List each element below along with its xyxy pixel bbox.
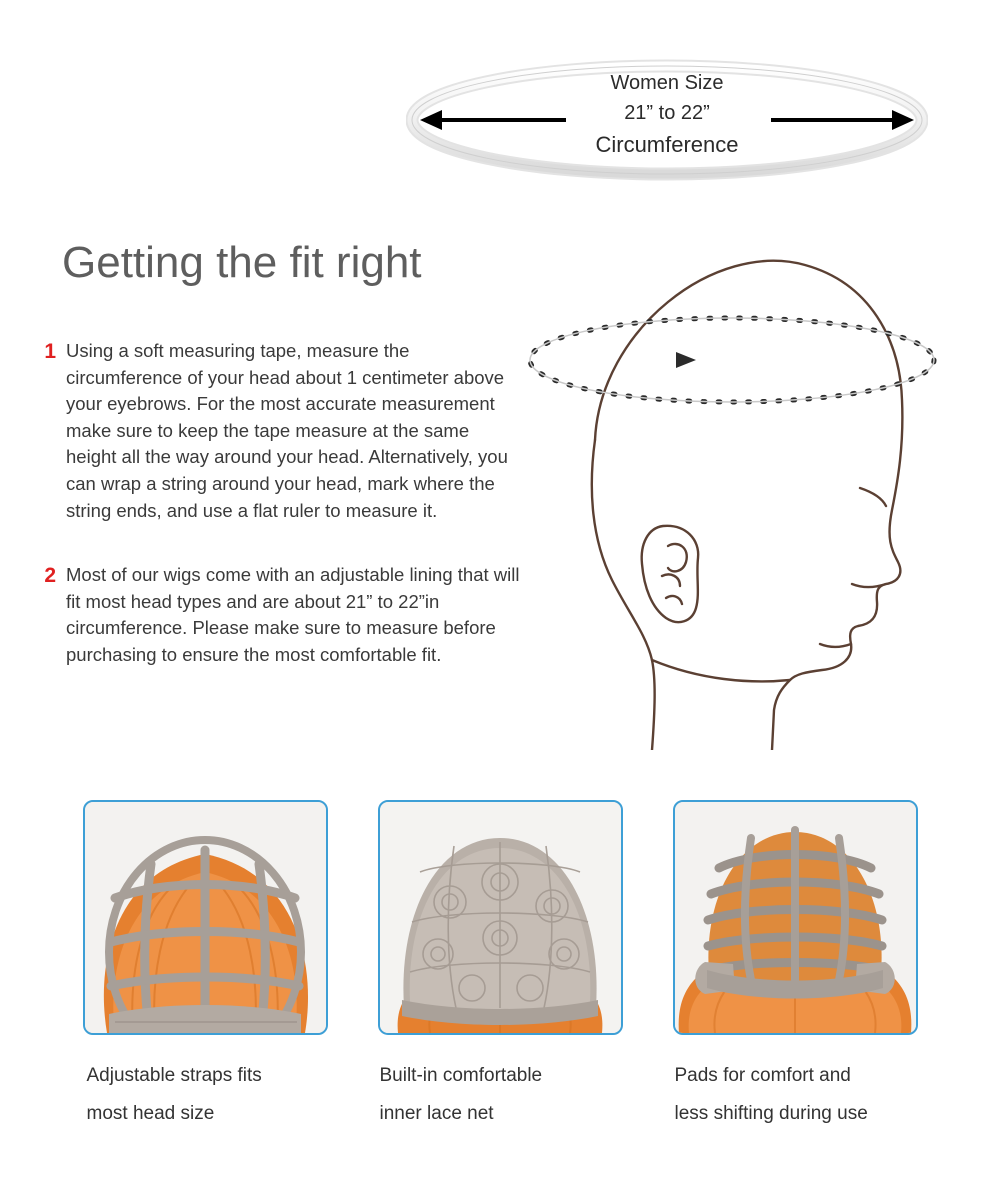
band-line-1: Women Size: [610, 72, 724, 94]
measurement-arrow: [676, 352, 696, 368]
feature-caption: [83, 1057, 328, 1133]
step-item: [30, 562, 520, 668]
feature-caption: [378, 1057, 623, 1133]
step-text: Using a soft measuring tape, measure the circumference of your head about 1 centimeter above your eyebrows. For the most accurate measurement make sure to keep the tape measure at the same height all the way around your head. Alternatively, you can wrap a string around your head, mark where the string ends, and use a flat ruler to measure it.: [66, 340, 508, 521]
measurement-ellipse-outline: [530, 318, 934, 402]
wig-cap-photo-inner-lace: [378, 800, 623, 1035]
wig-cap-photo-comfort-pads: [673, 800, 918, 1035]
feature-card: [378, 800, 623, 1133]
step-item: [30, 338, 520, 524]
feature-caption-line-1: Adjustable straps fits: [86, 1065, 262, 1086]
measuring-band-illustration: [406, 58, 928, 182]
feature-caption-line-2: inner lace net: [379, 1103, 494, 1124]
step-number: 1: [44, 340, 56, 363]
head-measurement-illustration: [500, 210, 980, 750]
feature-caption: [673, 1057, 918, 1133]
page-title: Getting the fit right: [62, 238, 422, 287]
band-line-2: 21” to 22”: [624, 102, 710, 124]
step-text: Most of our wigs come with an adjustable lining that will fit most head types and are about 21” to 22”in circumference. Please make sure to measure before purchasing to ensure the most comfortable fit.: [66, 564, 520, 665]
wig-cap-lace-illustration: [380, 802, 621, 1033]
wig-cap-pads-illustration: [675, 802, 916, 1033]
band-line-3: Circumference: [595, 132, 739, 157]
feature-card: [83, 800, 328, 1133]
feature-caption-line-2: less shifting during use: [674, 1103, 868, 1124]
wig-cap-photo-adjustable-straps: [83, 800, 328, 1035]
feature-caption-line-1: Pads for comfort and: [674, 1065, 851, 1086]
band-graphic: [406, 58, 928, 182]
feature-caption-line-2: most head size: [86, 1103, 215, 1124]
head-profile-graphic: [500, 210, 980, 750]
wig-cap-straps-illustration: [85, 802, 326, 1033]
feature-card: [673, 800, 918, 1133]
instruction-steps: [30, 338, 520, 695]
step-number: 2: [44, 564, 56, 588]
feature-caption-line-1: Built-in comfortable: [379, 1065, 543, 1086]
feature-card-row: [0, 800, 1000, 1133]
